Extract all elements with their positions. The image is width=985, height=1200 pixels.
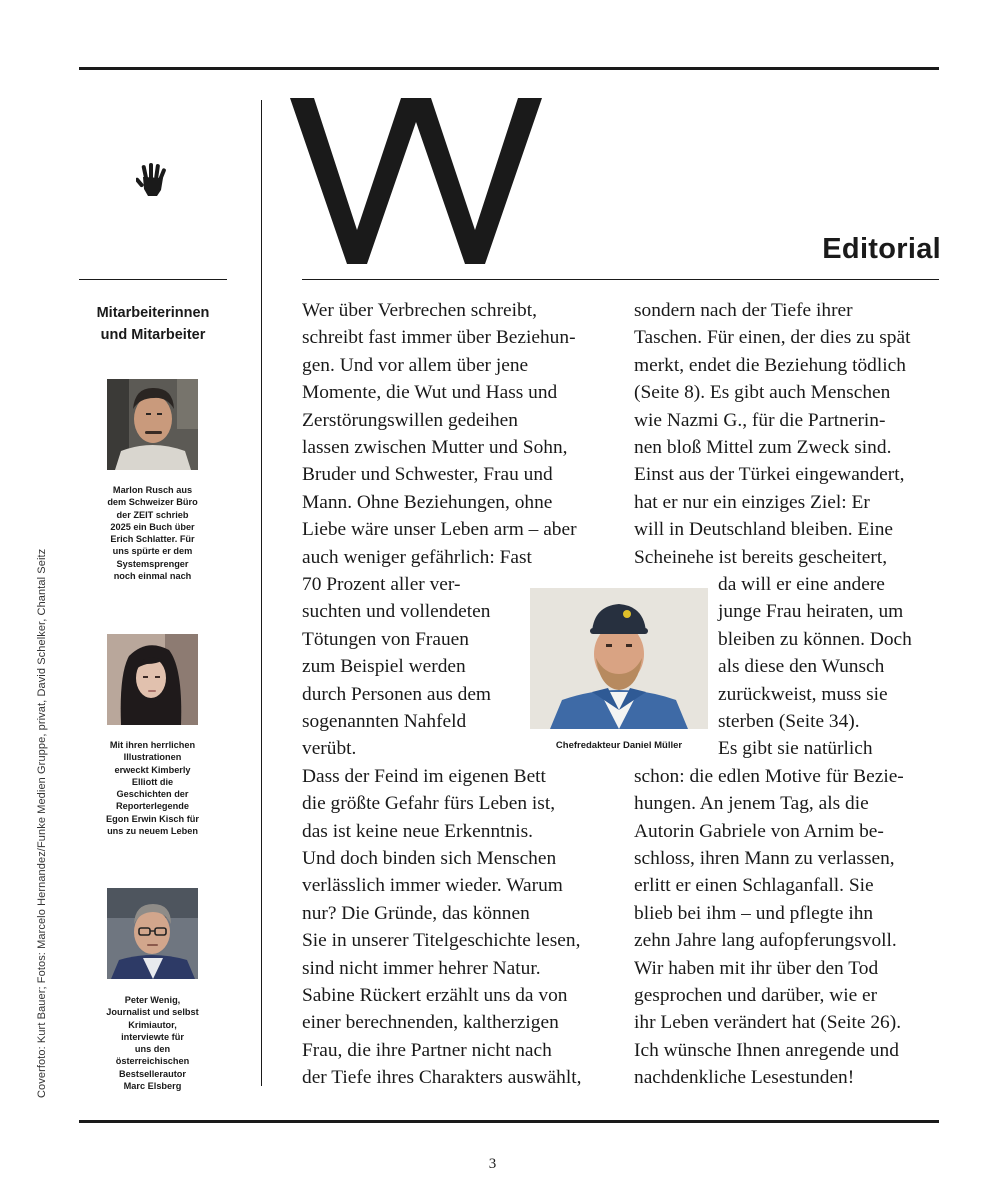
photo-credit: Coverfoto: Kurt Bauer; Fotos: Marcelo Hernandez/Funke Medien Gruppe, privat, David Schelker, Chantal Seitz [36, 548, 48, 1098]
text-line: 70 Prozent aller ver- [302, 574, 461, 595]
text-line: nachdenkliche Lesestunden! [634, 1067, 855, 1088]
text-line: auch weniger gefährlich: Fast [302, 547, 532, 568]
text-line: Einst aus der Türkei eingewandert, [634, 464, 905, 485]
contributor-caption-3 [97, 994, 208, 1092]
caption-line: Geschichten der [116, 789, 189, 800]
text-line: wie Nazmi G., für die Partnerin- [634, 410, 886, 431]
text-line: lassen zwischen Mutter und Sohn, [302, 437, 568, 458]
text-line: einer berechnenden, kaltherzigen [302, 1012, 559, 1033]
text-line: Mann. Ohne Beziehungen, ohne [302, 492, 553, 513]
text-line: Es gibt sie natürlich [718, 738, 873, 759]
caption-line: Marlon Rusch aus [112, 485, 193, 495]
caption-line: der ZEIT schrieb [116, 509, 189, 520]
caption-line: österreichischen [115, 1056, 190, 1067]
text-line: sind nicht immer hehrer Natur. [302, 958, 541, 979]
text-line: Wer über Verbrechen schreibt, [302, 300, 537, 321]
text-line: hungen. An jenem Tag, als die [634, 793, 869, 814]
contributor-photo-1 [107, 379, 198, 470]
text-line: die größte Gefahr fürs Leben ist, [302, 793, 556, 814]
text-line: zehn Jahre lang aufopferungsvoll. [634, 930, 897, 951]
text-line: sondern nach der Tiefe ihrer [634, 300, 853, 321]
caption-line: 2025 ein Buch über [110, 521, 195, 532]
text-line: durch Personen aus dem [302, 684, 492, 705]
caption-line: uns zu neuem Leben [107, 826, 198, 837]
header-rule [302, 279, 939, 280]
text-line: Wir haben mit ihr über den Tod [634, 958, 879, 979]
caption-line: dem Schweizer Büro [107, 497, 198, 508]
text-line: schloss, ihren Mann zu verlassen, [634, 848, 895, 869]
text-line: sogenannten Nahfeld [302, 711, 467, 732]
caption-line: Systemsprenger [116, 558, 189, 569]
text-line: Tötungen von Frauen [302, 629, 469, 650]
text-line: junge Frau heiraten, um [718, 601, 904, 622]
text-line: das ist keine neue Erkenntnis. [302, 821, 534, 842]
caption-line: Elliott die [131, 776, 174, 787]
caption-line: Reporterlegende [115, 801, 189, 812]
contributor-photo-2 [107, 634, 198, 725]
caption-line: Krimiautor, [128, 1019, 177, 1030]
text-line: als diese den Wunsch [718, 656, 885, 677]
text-line: schreibt fast immer über Beziehun- [302, 327, 576, 348]
caption-line: interviewte für [121, 1031, 184, 1042]
caption-line: Bestsellerautor [119, 1068, 186, 1079]
caption-line: Egon Erwin Kisch für [106, 813, 199, 824]
contributors-heading [79, 302, 227, 346]
caption-line: Illustrationen [123, 752, 182, 763]
text-line: Momente, die Wut und Hass und [302, 382, 558, 403]
caption-line: noch einmal nach [113, 571, 192, 582]
text-line: sterben (Seite 34). [718, 711, 860, 732]
caption-line: Peter Wenig, [124, 995, 181, 1005]
text-line: bleiben zu können. Doch [718, 629, 912, 650]
text-line: hat er nur ein einziges Ziel: Er [634, 492, 870, 513]
contributor-caption-2 [97, 739, 208, 837]
section-title: Editorial [822, 233, 941, 265]
text-line: verlässlich immer wieder. Warum [302, 875, 563, 896]
text-line: Taschen. Für einen, der dies zu spät [634, 327, 911, 348]
text-line: Zerstörungswillen gedeihen [302, 410, 518, 431]
text-line: nen bloß Mittel zum Zweck sind. [634, 437, 892, 458]
contributors-heading-line2: und Mitarbeiter [100, 327, 206, 343]
text-line: Sabine Rückert erzählt uns da von [302, 985, 568, 1006]
text-line: Ich wünsche Ihnen anregende und [634, 1040, 899, 1061]
bottom-rule [79, 1120, 939, 1123]
text-line: (Seite 8). Es gibt auch Menschen [634, 382, 891, 403]
text-line: Dass der Feind im eigenen Bett [302, 766, 546, 787]
contributor-caption-1 [97, 484, 208, 582]
text-line: Bruder und Schwester, Frau und [302, 464, 553, 485]
text-line: ihr Leben verändert hat (Seite 26). [634, 1012, 902, 1033]
text-line: zum Beispiel werden [302, 656, 466, 677]
hand-icon [136, 163, 170, 199]
text-line: der Tiefe ihres Charakters auswählt, [302, 1067, 582, 1088]
text-line: nur? Die Gründe, das können [302, 903, 530, 924]
text-line: blieb bei ihm – und pflegte ihn [634, 903, 874, 924]
caption-line: erweckt Kimberly [114, 764, 191, 775]
text-line: schon: die edlen Motive für Bezie- [634, 766, 904, 787]
text-line: merkt, endet die Beziehung tödlich [634, 355, 906, 376]
editor-photo [530, 588, 708, 729]
text-line: suchten und vollendeten [302, 601, 491, 622]
text-line: Und doch binden sich Menschen [302, 848, 557, 869]
contributors-heading-line1: Mitarbeiterinnen [96, 305, 210, 321]
text-line: will in Deutschland bleiben. Eine [634, 519, 894, 540]
caption-line: Erich Schlatter. Für [110, 534, 195, 545]
caption-line: Journalist und selbst [106, 1007, 199, 1018]
text-line: Liebe wäre unser Leben arm – aber [302, 519, 577, 540]
text-line: verübt. [302, 738, 357, 759]
text-line: zurückweist, muss sie [718, 684, 888, 705]
editor-photo-caption: Chefredakteur Daniel Müller [555, 740, 683, 751]
caption-line: Mit ihren herrlichen [109, 740, 196, 750]
text-line: Sie in unserer Titelgeschichte lesen, [302, 930, 581, 951]
big-w-glyph [290, 96, 542, 266]
text-line: gen. Und vor allem über jene [302, 355, 529, 376]
page-number: 3 [488, 1156, 497, 1172]
column-divider [261, 100, 262, 1086]
top-rule [79, 67, 939, 70]
caption-line: uns spürte er dem [112, 546, 193, 557]
text-line: Frau, die ihre Partner nicht nach [302, 1040, 552, 1061]
text-line: Scheinehe ist bereits gescheitert, [634, 547, 888, 568]
caption-line: Marc Elsberg [123, 1081, 182, 1092]
big-initial-letter [290, 96, 542, 266]
text-line: da will er eine andere [718, 574, 885, 595]
sidebar-rule [79, 279, 227, 280]
caption-line: uns den [134, 1044, 171, 1055]
text-line: Autorin Gabriele von Arnim be- [634, 821, 884, 842]
text-line: gesprochen und darüber, wie er [634, 985, 878, 1006]
text-line: erlitt er einen Schlaganfall. Sie [634, 875, 874, 896]
contributor-photo-3 [107, 888, 198, 979]
